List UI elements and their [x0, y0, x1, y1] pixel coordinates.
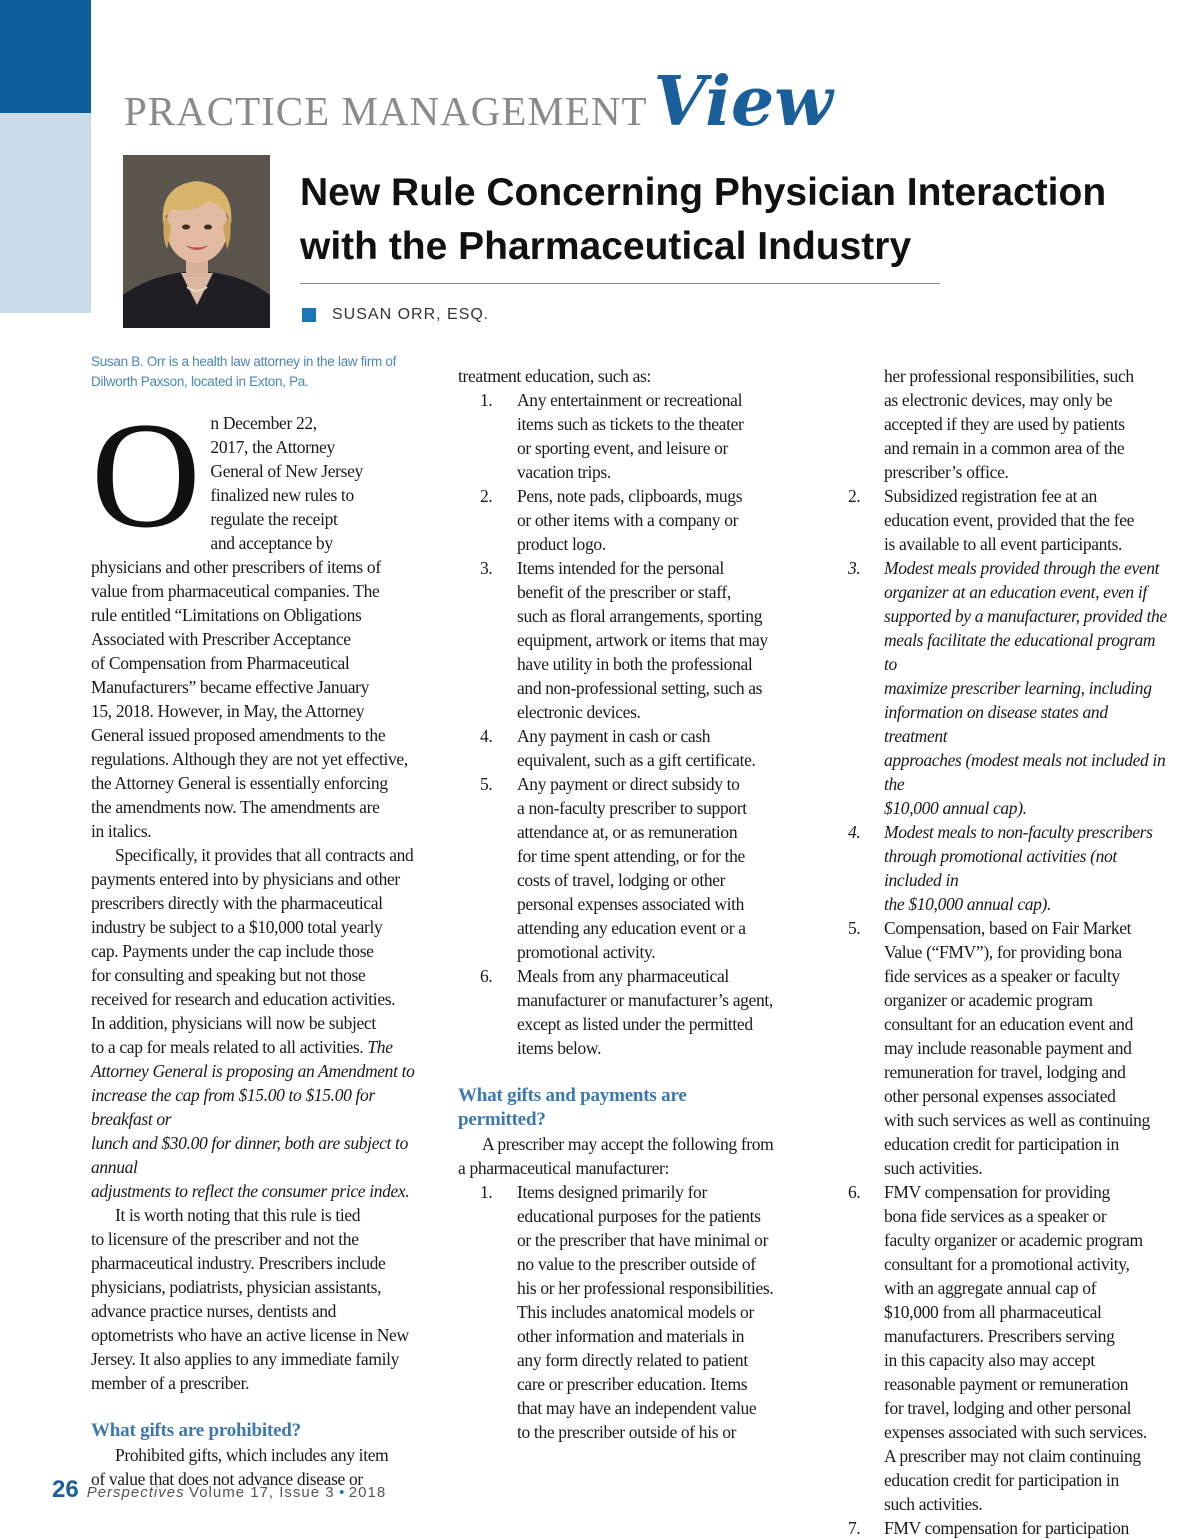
line: Compensation, based on Fair Market: [884, 918, 1132, 938]
list-item: [458, 964, 803, 1060]
line: and acceptance by: [210, 533, 333, 553]
line: with an aggregate annual cap of: [884, 1278, 1097, 1298]
line: finalized new rules to: [210, 485, 354, 505]
line: Manufacturers” became effective January: [91, 677, 370, 697]
line: equipment, artwork or items that may: [517, 630, 768, 650]
footer-separator: •: [339, 1484, 345, 1501]
line: organizer at an education event, even if: [884, 582, 1147, 602]
line: Modest meals to non-faculty prescribers: [884, 822, 1153, 842]
line: rule entitled “Limitations on Obligations: [91, 605, 362, 625]
line: or sporting event, and leisure or: [517, 438, 729, 458]
spacer: [91, 1395, 431, 1419]
spacer: [458, 1060, 803, 1084]
line: $10,000 annual cap).: [884, 798, 1027, 818]
list-item-text: [884, 916, 1168, 1180]
author-bio: Susan B. Orr is a health law attorney in the law firm of Dilworth Paxson, located in Exton, Pa.: [91, 354, 397, 389]
line: Associated with Prescriber Acceptance: [91, 629, 351, 649]
line: fide services as a speaker or faculty: [884, 966, 1120, 986]
line: such activities.: [884, 1158, 983, 1178]
line: and remain in a common area of the: [884, 438, 1125, 458]
line-text-italic: The: [367, 1037, 393, 1057]
line: expenses associated with such services.: [884, 1422, 1147, 1442]
line: maximize prescriber learning, including: [884, 678, 1152, 698]
line: or other items with a company or: [517, 510, 739, 530]
line: that may have an independent value: [517, 1398, 757, 1418]
line: bona fide services as a speaker or: [884, 1206, 1107, 1226]
list-item-text: [517, 484, 803, 556]
list-item: [458, 724, 803, 772]
line: Prohibited gifts, which includes any item: [115, 1445, 389, 1465]
line: Items intended for the personal: [517, 558, 724, 578]
list-number: 5.: [480, 774, 493, 794]
line: for time spent attending, or for the: [517, 846, 745, 866]
line: his or her professional responsibilities.: [517, 1278, 774, 1298]
line: Any entertainment or recreational: [517, 390, 743, 410]
line: FMV compensation for providing: [884, 1182, 1110, 1202]
line: regulations. Although they are not yet effective,: [91, 749, 408, 769]
page-number: 26: [52, 1476, 79, 1503]
line: Value (“FMV”), for providing bona: [884, 942, 1122, 962]
list-item: [458, 556, 803, 724]
list-item-text: [517, 388, 803, 484]
line: items such as tickets to the theater: [517, 414, 744, 434]
list-item-text: [517, 724, 803, 772]
list-number: 2.: [480, 486, 493, 506]
line: electronic devices.: [517, 702, 641, 722]
publication-year: 2018: [348, 1484, 387, 1501]
line: any form directly related to patient: [517, 1350, 748, 1370]
list-item-text: [884, 820, 1168, 916]
line: [91, 1035, 431, 1059]
line: physicians, podiatrists, physician assistants,: [91, 1277, 382, 1297]
line: promotional activity.: [517, 942, 656, 962]
line: Attorney General is proposing an Amendment to: [91, 1061, 415, 1081]
line: supported by a manufacturer, provided the: [884, 606, 1167, 626]
list-number: 1.: [480, 390, 493, 410]
line: accepted if they are used by patients: [884, 414, 1125, 434]
line: General of New Jersey: [210, 461, 363, 481]
list-item: [848, 1180, 1168, 1516]
line: as electronic devices, may only be: [884, 390, 1113, 410]
list-item-text: [517, 964, 803, 1060]
line: education credit for participation in: [884, 1470, 1119, 1490]
line: in this capacity also may accept: [884, 1350, 1095, 1370]
line: product logo.: [517, 534, 606, 554]
line: Jersey. It also applies to any immediate family: [91, 1349, 400, 1369]
author-marker-icon: [302, 308, 316, 322]
author-byline: SUSAN ORR, ESQ.: [332, 306, 490, 323]
line: adjustments to reflect the consumer price index.: [91, 1181, 410, 1201]
line: Pens, note pads, clipboards, mugs: [517, 486, 743, 506]
column-2: [458, 364, 803, 1444]
list-item-text: [884, 1180, 1168, 1516]
line: educational purposes for the patients: [517, 1206, 761, 1226]
list-item-text: [884, 1516, 1168, 1540]
line: physicians and other prescribers of items of: [91, 557, 381, 577]
intro-paragraph: [91, 391, 431, 843]
line: value from pharmaceutical companies. The: [91, 581, 380, 601]
list-item-text: [517, 1180, 803, 1444]
list-number-blank: [848, 364, 884, 484]
line: prescribers directly with the pharmaceutical: [91, 893, 383, 913]
line: cap. Payments under the cap include those: [91, 941, 374, 961]
permitted-intro: [458, 1132, 803, 1180]
line: such activities.: [884, 1494, 983, 1514]
line: prescriber’s office.: [884, 462, 1009, 482]
line: manufacturers. Prescribers serving: [884, 1326, 1115, 1346]
line: In addition, physicians will now be subject: [91, 1013, 376, 1033]
list-number: 1.: [480, 1182, 493, 1202]
publication-name: Perspectives: [86, 1484, 185, 1501]
line: Items designed primarily for: [517, 1182, 707, 1202]
line: in italics.: [91, 821, 152, 841]
line: the $10,000 annual cap).: [884, 894, 1052, 914]
line: approaches (modest meals not included in the: [884, 750, 1166, 794]
line: for travel, lodging and other personal: [884, 1398, 1132, 1418]
line: $10,000 from all pharmaceutical: [884, 1302, 1102, 1322]
line: such as floral arrangements, sporting: [517, 606, 763, 626]
list-item-text: [517, 556, 803, 724]
list-number: 3.: [480, 558, 493, 578]
section-header: [124, 62, 833, 142]
line: for consulting and speaking but not those: [91, 965, 366, 985]
line: and non-professional setting, such as: [517, 678, 763, 698]
prohibited-list: [458, 388, 803, 1060]
line: 2017, the Attorney: [210, 437, 335, 457]
list-item: [458, 1180, 803, 1444]
line: costs of travel, lodging or other: [517, 870, 726, 890]
list-item-text: [884, 556, 1168, 820]
line: of value that does not advance disease or: [91, 1469, 363, 1489]
line: is available to all event participants.: [884, 534, 1123, 554]
line: her professional responsibilities, such: [884, 366, 1134, 386]
line: to licensure of the prescriber and not the: [91, 1229, 359, 1249]
line: personal expenses associated with: [517, 894, 745, 914]
column-3: [848, 364, 1168, 1540]
line: consultant for an education event and: [884, 1014, 1133, 1034]
line: A prescriber may accept the following from: [482, 1134, 774, 1154]
line: permitted?: [458, 1109, 546, 1130]
line: This includes anatomical models or: [517, 1302, 754, 1322]
line: organizer or academic program: [884, 990, 1093, 1010]
line: equivalent, such as a gift certificate.: [517, 750, 756, 770]
line: member of a prescriber.: [91, 1373, 250, 1393]
page-footer: [52, 1476, 386, 1504]
paragraph-3: [91, 1203, 431, 1395]
line: through promotional activities (not included in: [884, 846, 1117, 890]
line: lunch and $30.00 for dinner, both are subject to annual: [91, 1133, 408, 1177]
list-item-text: [517, 772, 803, 964]
volume-issue: Volume 17, Issue 3: [189, 1484, 335, 1501]
line: vacation trips.: [517, 462, 611, 482]
line: regulate the receipt: [210, 509, 338, 529]
line: faculty organizer or academic program: [884, 1230, 1143, 1250]
line: FMV compensation for participation: [884, 1518, 1129, 1538]
line: the Attorney General is essentially enforcing: [91, 773, 388, 793]
line: a pharmaceutical manufacturer:: [458, 1158, 670, 1178]
line: reasonable payment or remuneration: [884, 1374, 1129, 1394]
line: have utility in both the professional: [517, 654, 753, 674]
line: Modest meals provided through the event: [884, 558, 1160, 578]
line: optometrists who have an active license in New: [91, 1325, 409, 1345]
list-number: 2.: [848, 486, 861, 506]
line: manufacturer or manufacturer’s agent,: [517, 990, 773, 1010]
line: It is worth noting that this rule is tied: [115, 1205, 361, 1225]
line: other personal expenses associated: [884, 1086, 1116, 1106]
line: n December 22,: [210, 413, 317, 433]
side-color-bar: [0, 113, 91, 313]
list-number: 6.: [480, 966, 493, 986]
list-item: [458, 388, 803, 484]
line: A prescriber may not claim continuing: [884, 1446, 1141, 1466]
line: advance practice nurses, dentists and: [91, 1301, 337, 1321]
list-item: [848, 916, 1168, 1180]
line: industry be subject to a $10,000 total yearly: [91, 917, 383, 937]
header-color-bar: [0, 0, 91, 113]
line: meals facilitate the educational program to: [884, 630, 1156, 674]
line: attending any education event or a: [517, 918, 746, 938]
line: Meals from any pharmaceutical: [517, 966, 729, 986]
drop-cap: O: [91, 391, 201, 559]
line: education event, provided that the fee: [884, 510, 1135, 530]
line: What gifts and payments are: [458, 1085, 687, 1106]
line: or the prescriber that have minimal or: [517, 1230, 769, 1250]
line-text: to a cap for meals related to all activities.: [91, 1037, 368, 1057]
line: other information and materials in: [517, 1326, 745, 1346]
line: a non-faculty prescriber to support: [517, 798, 747, 818]
line: payments entered into by physicians and other: [91, 869, 400, 889]
heading-prohibited: What gifts are prohibited?: [91, 1420, 301, 1441]
line: items below.: [517, 1038, 602, 1058]
list-number: 4.: [480, 726, 493, 746]
line: Subsidized registration fee at an: [884, 486, 1097, 506]
line: General issued proposed amendments to the: [91, 725, 386, 745]
line: no value to the prescriber outside of: [517, 1254, 756, 1274]
list-number: 5.: [848, 918, 861, 938]
line: 15, 2018. However, in May, the Attorney: [91, 701, 365, 721]
line: benefit of the prescriber or staff,: [517, 582, 731, 602]
heading-permitted: [458, 1084, 803, 1132]
list-number: 3.: [848, 558, 861, 578]
line: consultant for a promotional activity,: [884, 1254, 1130, 1274]
list-item: [458, 484, 803, 556]
line: increase the cap from $15.00 to $15.00 for breakfast or: [91, 1085, 375, 1129]
line: Specifically, it provides that all contracts and: [115, 845, 414, 865]
list-item-continued: [848, 364, 1168, 484]
list-item-italic: [848, 820, 1168, 916]
line: with such services as well as continuing: [884, 1110, 1150, 1130]
line: to the prescriber outside of his or: [517, 1422, 737, 1442]
list-item: [848, 484, 1168, 556]
list-item: [458, 772, 803, 964]
column-1: [91, 391, 431, 1491]
section-label-accent: View: [653, 62, 833, 142]
paragraph-2: [91, 843, 431, 1203]
line: received for research and education activities.: [91, 989, 396, 1009]
line: except as listed under the permitted: [517, 1014, 753, 1034]
line: remuneration for travel, lodging and: [884, 1062, 1126, 1082]
line: care or prescriber education. Items: [517, 1374, 748, 1394]
author-photo: [123, 155, 270, 328]
title-divider: [300, 283, 940, 284]
article-title: New Rule Concerning Physician Interaction with the Pharmaceutical Industry: [300, 171, 1107, 268]
line: education credit for participation in: [884, 1134, 1119, 1154]
list-number: 7.: [848, 1518, 861, 1538]
line: Any payment in cash or cash: [517, 726, 711, 746]
list-item-text: [884, 484, 1168, 556]
line: Any payment or direct subsidy to: [517, 774, 740, 794]
line: of Compensation from Pharmaceutical: [91, 653, 350, 673]
list-number: 4.: [848, 822, 861, 842]
section-label: PRACTICE MANAGEMENT: [124, 88, 648, 134]
line: attendance at, or as remuneration: [517, 822, 738, 842]
line: treatment education, such as:: [458, 366, 651, 386]
line: information on disease states and treatment: [884, 702, 1108, 746]
list-item-italic: [848, 556, 1168, 820]
list-number: 6.: [848, 1182, 861, 1202]
list-item: [848, 1516, 1168, 1540]
line: pharmaceutical industry. Prescribers include: [91, 1253, 386, 1273]
list-item-text: [884, 364, 1168, 484]
line: may include reasonable payment and: [884, 1038, 1132, 1058]
line: the amendments now. The amendments are: [91, 797, 380, 817]
